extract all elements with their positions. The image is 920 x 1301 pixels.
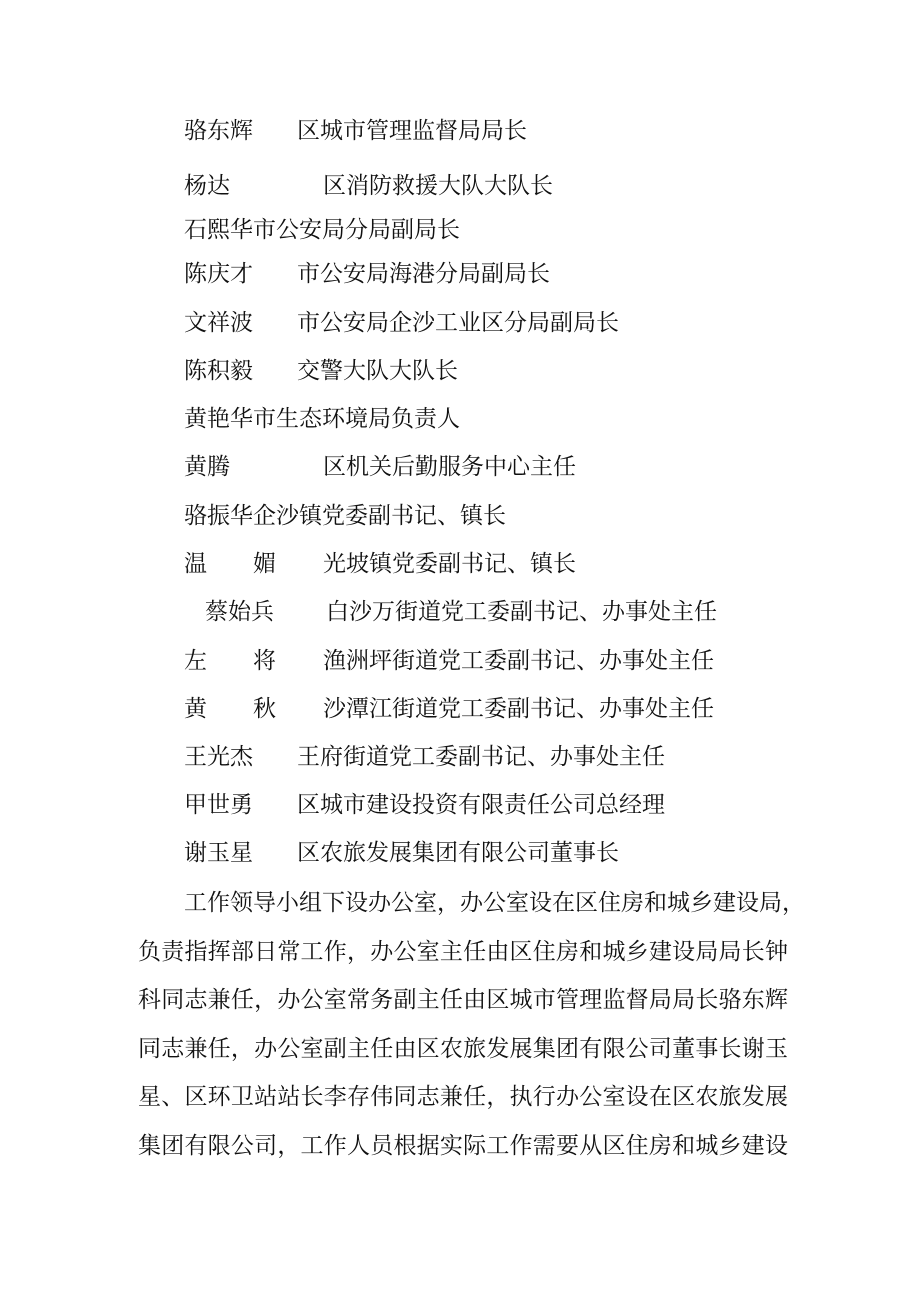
paragraph-line: 同志兼任，办公室副主任由区农旅发展集团有限公司董事长谢玉 bbox=[138, 1035, 788, 1062]
member-title: 区城市建设投资有限责任公司总经理 bbox=[297, 792, 665, 818]
member-title: 市公安局企沙工业区分局副局长 bbox=[297, 310, 619, 336]
member-name: 黄腾 bbox=[184, 454, 230, 480]
paragraph-line: 集团有限公司，工作人员根据实际工作需要从区住房和城乡建设 bbox=[138, 1132, 788, 1159]
member-name: 左 将 bbox=[184, 648, 276, 674]
member-title: 王府街道党工委副书记、办事处主任 bbox=[297, 744, 665, 770]
member-name: 黄 秋 bbox=[184, 696, 276, 722]
paragraph-line: 星、区环卫站站长李存伟同志兼任，执行办公室设在区农旅发展 bbox=[138, 1084, 788, 1111]
member-name: 骆振华 bbox=[184, 503, 253, 529]
member-title: 沙潭江街道党工委副书记、办事处主任 bbox=[323, 696, 714, 722]
office-paragraph bbox=[138, 879, 805, 1171]
member-title: 渔洲坪街道党工委副书记、办事处主任 bbox=[323, 648, 714, 674]
member-name: 骆东辉 bbox=[184, 118, 253, 144]
member-title: 区城市管理监督局局长 bbox=[297, 118, 527, 144]
paragraph-line: 负责指挥部日常工作，办公室主任由区住房和城乡建设局局长钟 bbox=[138, 938, 788, 965]
member-title: 区机关后勤服务中心主任 bbox=[323, 454, 576, 480]
member-name: 谢玉星 bbox=[184, 840, 253, 866]
member-title: 市生态环境局负责人 bbox=[253, 406, 460, 432]
member-title: 区消防救援大队大队长 bbox=[323, 173, 553, 199]
member-name: 蔡始兵 bbox=[205, 599, 274, 625]
member-title: 市公安局分局副局长 bbox=[253, 217, 460, 243]
member-name: 黄艳华 bbox=[184, 406, 253, 432]
member-name: 石熙华 bbox=[184, 217, 253, 243]
member-name: 温 媚 bbox=[184, 551, 276, 577]
member-title: 企沙镇党委副书记、镇长 bbox=[253, 503, 506, 529]
member-title: 交警大队大队长 bbox=[297, 358, 458, 384]
paragraph-line: 科同志兼任，办公室常务副主任由区城市管理监督局局长骆东辉 bbox=[138, 987, 788, 1014]
member-name: 文祥波 bbox=[184, 310, 253, 336]
member-name: 陈积毅 bbox=[184, 358, 253, 384]
member-title: 光坡镇党委副书记、镇长 bbox=[323, 551, 576, 577]
member-title: 市公安局海港分局副局长 bbox=[297, 261, 550, 287]
member-name: 甲世勇 bbox=[184, 792, 253, 818]
member-title: 白沙万街道党工委副书记、办事处主任 bbox=[326, 599, 717, 625]
member-name: 王光杰 bbox=[184, 744, 253, 770]
member-title: 区农旅发展集团有限公司董事长 bbox=[297, 840, 619, 866]
member-name: 陈庆才 bbox=[184, 261, 253, 287]
paragraph-line: 工作领导小组下设办公室，办公室设在区住房和城乡建设局， bbox=[184, 890, 805, 916]
member-name: 杨达 bbox=[184, 173, 230, 199]
